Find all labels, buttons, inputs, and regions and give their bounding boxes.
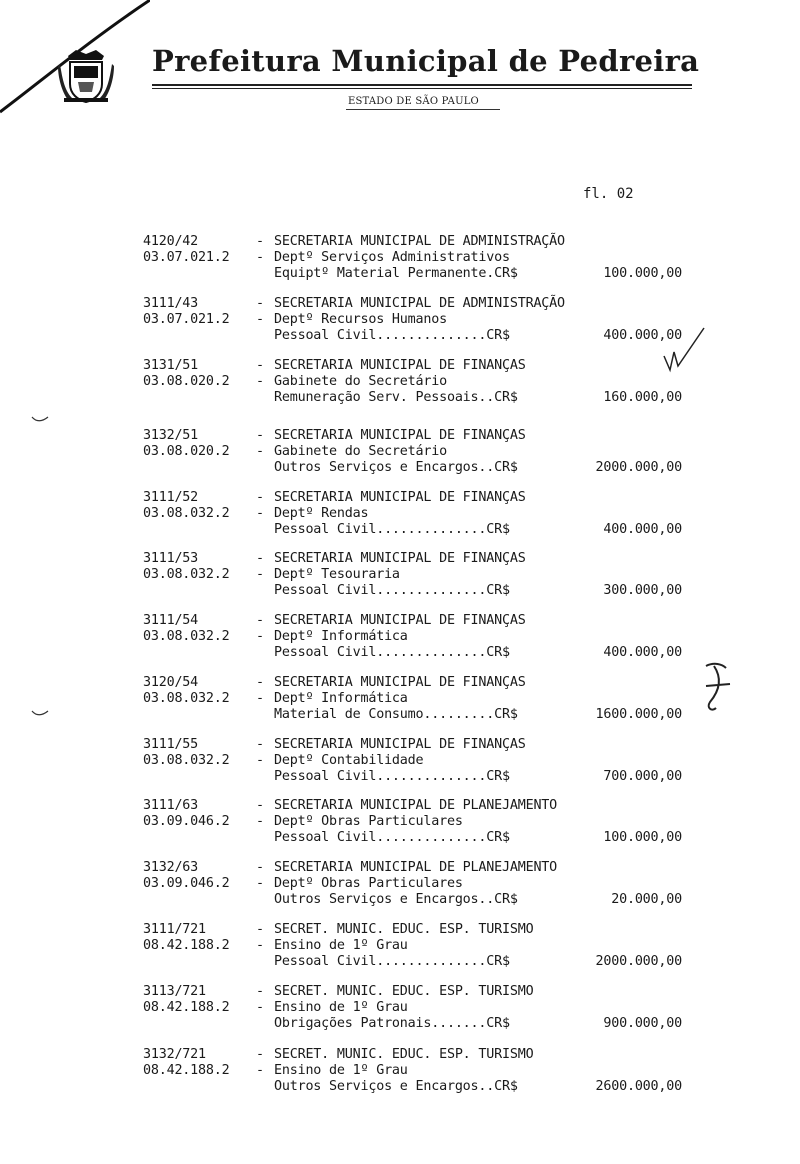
state-subtitle: ESTADO DE SÃO PAULO (348, 96, 479, 107)
entry-secretariat: SECRET. MUNIC. EDUC. ESP. TURISMO (274, 1047, 534, 1062)
entry-department: Deptº Obras Particulares (274, 814, 463, 829)
entry-item: Outros Serviços e Encargos..CR$ (274, 892, 518, 907)
entry-program-code: 03.07.021.2 (143, 312, 230, 327)
entry-dash: - (256, 984, 264, 999)
entry-amount: 400.000,00 (603, 522, 682, 537)
entry-code: 3111/55 (143, 737, 199, 752)
entry-amount: 700.000,00 (603, 769, 682, 784)
entry-amount: 20.000,00 (611, 892, 682, 907)
entry-code: 3111/43 (143, 296, 199, 311)
entry-department: Deptº Informática (274, 629, 408, 644)
entry-program-code: 03.09.046.2 (143, 814, 230, 829)
entry-program-code: 03.08.020.2 (143, 444, 230, 459)
entry-dash: - (256, 296, 264, 311)
entry-program-code: 03.09.046.2 (143, 876, 230, 891)
entry-dash: - (256, 490, 264, 505)
entry-code: 3113/721 (143, 984, 206, 999)
entry-secretariat: SECRETARIA MUNICIPAL DE FINANÇAS (274, 490, 526, 505)
entry-code: 3120/54 (143, 675, 199, 690)
entry-dash: - (256, 551, 264, 566)
entry-secretariat: SECRETARIA MUNICIPAL DE FINANÇAS (274, 428, 526, 443)
entry-department: Deptº Rendas (274, 506, 369, 521)
entry-item: Outros Serviços e Encargos..CR$ (274, 1079, 518, 1094)
entry-dash: - (256, 629, 264, 644)
entry-program-code: 08.42.188.2 (143, 938, 230, 953)
entry-dash: - (256, 922, 264, 937)
entry-code: 3111/63 (143, 798, 199, 813)
entry-dash: - (256, 506, 264, 521)
entry-code: 3131/51 (143, 358, 199, 373)
entry-item: Pessoal Civil..............CR$ (274, 583, 510, 598)
handwritten-initial-icon (700, 660, 736, 716)
entry-department: Deptº Tesouraria (274, 567, 400, 582)
entry-item: Remuneração Serv. Pessoais..CR$ (274, 390, 518, 405)
entry-program-code: 03.08.032.2 (143, 629, 230, 644)
entry-code: 3111/52 (143, 490, 199, 505)
entry-dash: - (256, 860, 264, 875)
entry-amount: 1600.000,00 (595, 707, 682, 722)
entry-dash: - (256, 567, 264, 582)
entry-amount: 2000.000,00 (595, 954, 682, 969)
entry-dash: - (256, 444, 264, 459)
entry-department: Deptº Informática (274, 691, 408, 706)
entry-department: Gabinete do Secretário (274, 444, 447, 459)
title-underline (152, 84, 692, 86)
entry-code: 3111/721 (143, 922, 206, 937)
entry-program-code: 03.08.020.2 (143, 374, 230, 389)
entry-code: 3132/721 (143, 1047, 206, 1062)
entry-department: Deptº Serviços Administrativos (274, 250, 510, 265)
entry-item: Material de Consumo.........CR$ (274, 707, 518, 722)
entry-dash: - (256, 358, 264, 373)
entry-department: Deptº Contabilidade (274, 753, 424, 768)
entry-department: Gabinete do Secretário (274, 374, 447, 389)
entry-amount: 100.000,00 (603, 830, 682, 845)
entry-code: 3132/63 (143, 860, 199, 875)
entry-dash: - (256, 312, 264, 327)
state-underline (346, 109, 500, 110)
entry-item: Pessoal Civil..............CR$ (274, 522, 510, 537)
entry-dash: - (256, 428, 264, 443)
entry-dash: - (256, 1047, 264, 1062)
entry-item: Pessoal Civil..............CR$ (274, 645, 510, 660)
entry-amount: 300.000,00 (603, 583, 682, 598)
entry-item: Pessoal Civil..............CR$ (274, 328, 510, 343)
entry-amount: 100.000,00 (603, 266, 682, 281)
entry-program-code: 03.08.032.2 (143, 691, 230, 706)
title-underline-thin (152, 88, 692, 89)
entry-program-code: 03.08.032.2 (143, 567, 230, 582)
entry-department: Ensino de 1º Grau (274, 938, 408, 953)
entry-dash: - (256, 814, 264, 829)
entry-program-code: 03.08.032.2 (143, 506, 230, 521)
entry-amount: 900.000,00 (603, 1016, 682, 1031)
entry-dash: - (256, 1063, 264, 1078)
scan-speck-icon (30, 708, 50, 718)
entry-code: 4120/42 (143, 234, 199, 249)
entry-item: Pessoal Civil..............CR$ (274, 769, 510, 784)
entry-amount: 2000.000,00 (595, 460, 682, 475)
entry-dash: - (256, 737, 264, 752)
page-number: fl. 02 (583, 186, 634, 202)
entry-dash: - (256, 250, 264, 265)
entry-program-code: 08.42.188.2 (143, 1000, 230, 1015)
entry-dash: - (256, 798, 264, 813)
entry-dash: - (256, 1000, 264, 1015)
entry-department: Deptº Obras Particulares (274, 876, 463, 891)
entry-amount: 2600.000,00 (595, 1079, 682, 1094)
handwritten-mark-icon (660, 326, 706, 374)
entry-secretariat: SECRET. MUNIC. EDUC. ESP. TURISMO (274, 922, 534, 937)
scan-speck-icon (30, 414, 50, 424)
entry-program-code: 03.08.032.2 (143, 753, 230, 768)
entry-dash: - (256, 675, 264, 690)
page-title: Prefeitura Municipal de Pedreira (152, 44, 700, 78)
entry-item: Equiptº Material Permanente.CR$ (274, 266, 518, 281)
entry-program-code: 03.07.021.2 (143, 250, 230, 265)
entry-secretariat: SECRETARIA MUNICIPAL DE PLANEJAMENTO (274, 798, 558, 813)
entry-code: 3111/54 (143, 613, 199, 628)
entry-dash: - (256, 234, 264, 249)
entry-secretariat: SECRETARIA MUNICIPAL DE ADMINISTRAÇÃO (274, 296, 565, 311)
entry-item: Outros Serviços e Encargos..CR$ (274, 460, 518, 475)
entry-department: Deptº Recursos Humanos (274, 312, 447, 327)
entry-amount: 160.000,00 (603, 390, 682, 405)
entry-secretariat: SECRETARIA MUNICIPAL DE PLANEJAMENTO (274, 860, 558, 875)
entry-dash: - (256, 613, 264, 628)
municipal-crest-icon (58, 46, 114, 104)
entry-code: 3132/51 (143, 428, 199, 443)
entry-dash: - (256, 938, 264, 953)
entry-item: Obrigações Patronais.......CR$ (274, 1016, 510, 1031)
entry-secretariat: SECRETARIA MUNICIPAL DE FINANÇAS (274, 737, 526, 752)
entry-department: Ensino de 1º Grau (274, 1063, 408, 1078)
entry-dash: - (256, 753, 264, 768)
entry-dash: - (256, 876, 264, 891)
entry-secretariat: SECRETARIA MUNICIPAL DE FINANÇAS (274, 613, 526, 628)
entry-amount: 400.000,00 (603, 328, 682, 343)
entry-department: Ensino de 1º Grau (274, 1000, 408, 1015)
entry-secretariat: SECRETARIA MUNICIPAL DE FINANÇAS (274, 358, 526, 373)
entry-dash: - (256, 691, 264, 706)
entry-code: 3111/53 (143, 551, 199, 566)
entry-secretariat: SECRETARIA MUNICIPAL DE FINANÇAS (274, 551, 526, 566)
entry-item: Pessoal Civil..............CR$ (274, 830, 510, 845)
entry-secretariat: SECRETARIA MUNICIPAL DE ADMINISTRAÇÃO (274, 234, 565, 249)
entry-program-code: 08.42.188.2 (143, 1063, 230, 1078)
entry-dash: - (256, 374, 264, 389)
entry-amount: 400.000,00 (603, 645, 682, 660)
entry-secretariat: SECRET. MUNIC. EDUC. ESP. TURISMO (274, 984, 534, 999)
entry-secretariat: SECRETARIA MUNICIPAL DE FINANÇAS (274, 675, 526, 690)
entry-item: Pessoal Civil..............CR$ (274, 954, 510, 969)
